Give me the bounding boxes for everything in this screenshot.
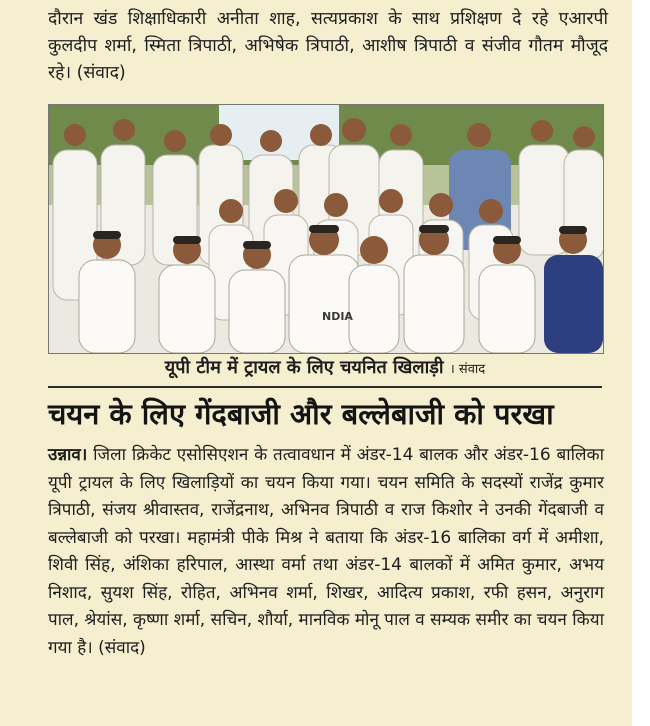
team-photo bbox=[48, 104, 604, 354]
article-text: जिला क्रिकेट एसोसिएशन के तत्वावधान में अंडर-14 बालक और अंडर-16 बालिका यूपी ट्रायल के लिए खिलाड़ियों का चयन किया गया। चयन समिति के सदस्यों राजेंद्र कुमार त्रिपाठी, संजय श्रीवास्तव, राजेंद्रनाथ, अभिनव त्रिपाठी व राज किशोर ने उनकी गेंदबाजी व बल्लेबाजी को परखा। महामंत्री पीके मिश्र ने बताया कि अंडर-16 बालिका वर्ग में अमीशा, शिवी सिंह, अंशिका हरिपाल, आस्था वर्मा तथा अंडर-14 बालकों में अमित कुमार, अभय निशाद, सुयश सिंह, रोहित, अभिनव शर्मा, शिखर, आदित्य प्रकाश, रफी हसन, अनुराग पाल, श्रेयांस, कृष्णा शर्मा, सचिन, शौर्या, मानविक मोनू पाल व सम्यक समीर का चयन किया गया है। (संवाद) bbox=[48, 445, 604, 658]
article-dateline: उन्नाव। bbox=[48, 445, 88, 465]
team-photo-illustration bbox=[49, 105, 603, 353]
jersey-text: NDIA bbox=[322, 310, 353, 323]
article-body bbox=[48, 442, 604, 662]
article-headline: चयन के लिए गेंदबाजी और बल्लेबाजी को परखा bbox=[48, 397, 554, 431]
previous-article-tail: दौरान खंड शिक्षाधिकारी अनीता शाह, सत्यप्रकाश के साथ प्रशिक्षण दे रहे एआरपी कुलदीप शर्मा, स्मिता त्रिपाठी, अभिषेक त्रिपाठी, आशीष त्रिपाठी व संजीव गौतम मौजूद रहे। (संवाद) bbox=[48, 9, 608, 83]
headline-top-rule bbox=[48, 386, 602, 388]
photo-caption bbox=[48, 355, 602, 379]
caption-credit: । संवाद bbox=[449, 362, 486, 377]
caption-text: यूपी टीम में ट्रायल के लिए चयनित खिलाड़ी bbox=[164, 357, 444, 378]
